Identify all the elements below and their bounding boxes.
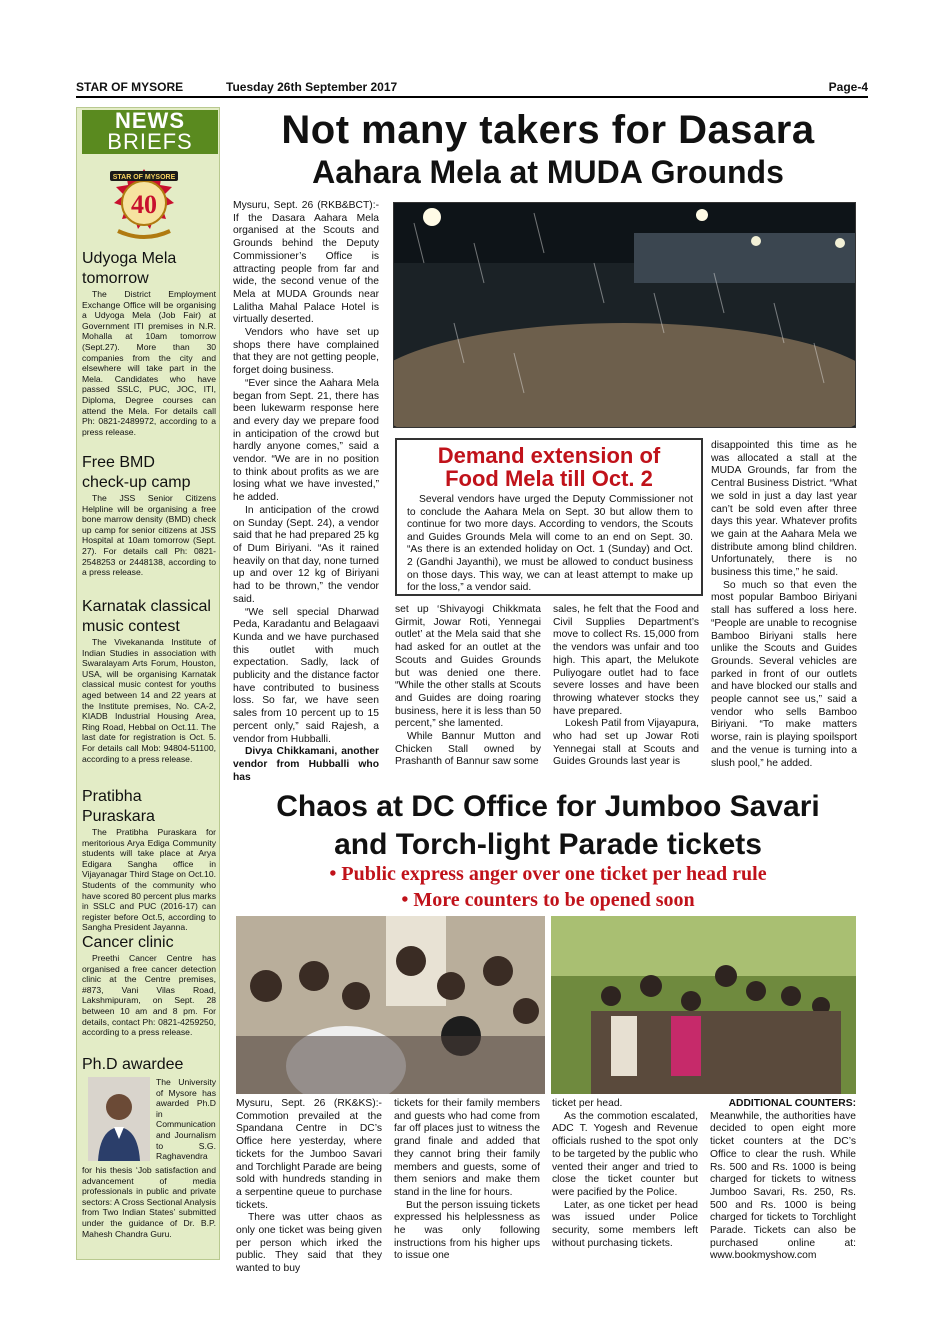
paragraph: Lokesh Patil from Vijayapura, who had set up Jowar Roti Yennegai stall at Scouts and Guides Grounds last year is [553, 718, 699, 768]
subsection-heading: ADDITIONAL COUNTERS: [728, 1098, 856, 1109]
brief-udyoga-mela [82, 249, 216, 437]
paragraph: sales, he felt that the Food and Civil Supplies Department’s move to collect Rs. 15,000 from the vendors was unfair and too high. This apart, the Melukote Puliyogare outlet had to face severe losses and have been throwing whatever stocks they have prepared. [553, 604, 699, 717]
sidebox-headline-line1: Demand extension of [437, 443, 661, 468]
brief-text-side: The University of Mysore has awarded Ph.D in Communication and Journalism to S.G. Raghavendra [156, 1077, 216, 1162]
paragraph: ticket per head. [552, 1098, 623, 1109]
rainy-mela-photo-icon [394, 203, 856, 428]
brief-heading: Cancer clinic [82, 934, 174, 951]
paragraph: tickets for their family members and guests who had come from far off places just to witness the grand finale and added that they cannot bring their family members and guests, some of them seniors and make them stand in the line for hours. [394, 1098, 540, 1198]
brief-music-contest [82, 597, 216, 764]
story1-sidebox [395, 438, 703, 596]
crowd-photo-icon [236, 916, 545, 1094]
page-number: Page-4 [828, 80, 868, 94]
brief-bmd-camp [82, 453, 216, 578]
news-briefs-title-bottom: BRIEFS [107, 129, 193, 154]
story2-column3 [552, 1098, 698, 1250]
brief-text: The District Employment Exchange Office will be organising a Udyoga Mela (Job Fair) at Government ITI premises in N.R. Mohalla at 10am tomorrow (Sept.27). More than 30 companies from the city and elsewhere will take part in the Mela. Candidates who have passed SSLC, PUC, JOC, ITI, Diploma, Degree courses can attend the Mela. For details call Ph: 0821-2489972, according to a press release. [82, 289, 216, 437]
paragraph: In anticipation of the crowd on Sunday (Sept. 24), a vendor said that he had prepared 25 kg of Dum Biriyani. “As it rained heavily on that day, none turned up and over 12 kg of Biriyani had to be thrown,” the vendor said. [233, 504, 379, 605]
brief-text: The Vivekananda Institute of Indian Studies in association with Swaralayam Arts Forum, Houston, USA, will be organising Karnatak classical music contest for youths aged between 14 and 22 years at the Institute premises, No. CA-2, KIADB Industrial Housing Area, Ring Road, Hebbal on Oct.11. The last date for registration is Oct. 5. For details call Mob: 94804-51100, according to a press release. [82, 637, 216, 764]
queue-photo-icon [551, 916, 856, 1094]
brief-heading: Karnatak classical music contest [82, 598, 211, 635]
story2-headline-line1: Chaos at DC Office for Jumboo Savari [276, 790, 820, 823]
paragraph: So much so that even the most popular Bamboo Biriyani stall has suffered a loss here. “People are unable to recognise Bamboo Biriyani stalls here unlike the Scouts and Guides Grounds. Several vehicles are parked in front of our outlets and have blocked our stalls and people cannot see us,” said a vendor who sells Bamboo Biriyani. “To make matters worse, rain is playing spoilsport and the venue is turning into a slush pool,” he added. [711, 579, 857, 769]
brief-heading: Free BMD check-up camp [82, 454, 191, 491]
paragraph: Vendors who have set up shops there have complained that they are not getting people, forget doing business. [233, 327, 379, 377]
paragraph: Divya Chikkamani, another vendor from Hubballi who has [233, 746, 379, 783]
issue-date: Tuesday 26th September 2017 [226, 80, 398, 94]
brief-text: for his thesis ‘Job satisfaction and advancement of media professionals in public and private sectors: A Cross Sectional Analysis from Two Indian States’ submitted under the guidance of Dr. B.P. Mahesh Chandra Guru. [82, 1165, 216, 1239]
rain-photo [393, 202, 856, 428]
brief-text: Preethi Cancer Centre has organised a free cancer detection clinic at the Centre premises, #873, Vani Vilas Road, Lakshmipuram, on Sept. 28 between 10 am and 8 pm. For details, contact Ph: 0821-4259250, according to a press release. [82, 953, 216, 1038]
paragraph: “Ever since the Aahara Mela began from Sept. 21, there has been lukewarm response here and every day we prepare food in anticipation of the crowd but hardly anyone comes,” said a vendor. “We are in no position to think about profits as we are losing what we have invested,” he added. [233, 377, 379, 504]
paragraph: But the person issuing tickets expressed his helplessness as he was only following instructions from his higher ups to issue one [394, 1199, 540, 1262]
story1-headline-line2: Aahara Mela at MUDA Grounds [312, 154, 784, 190]
queue-photo-dc-office [551, 916, 856, 1094]
brief-phd-awardee [82, 1055, 216, 1239]
paragraph: Mysuru, Sept. 26 (RKB&BCT):- If the Dasara Aahara Mela organised at the Scouts and Grounds behind the Deputy Commissioner’s Office is attracting people from far and wide, the second venue of the Mela at MUDA Grounds near Lalitha Mahal Palace Hotel is virtually deserted. [233, 200, 379, 326]
logo-banner-text: STAR OF MYSORE [112, 174, 176, 181]
story1-column4 [711, 440, 857, 770]
story2-column1 [236, 1098, 382, 1276]
paragraph: disappointed this time as he was allocated a stall at the MUDA Grounds, far from the Central Business District. “What we sold in just a day last year can’t be sold even after three days this year. Whatever profits we gain at the Aahara Mela we distribute among blind children. Unfortunately, there is no business this time,” he said. [711, 440, 857, 579]
masthead-rule [76, 96, 868, 98]
paragraph: There was utter chaos as only one ticket was being given per person which irked the public. They said that they wanted to buy [236, 1212, 382, 1275]
brief-heading: Pratibha Puraskara [82, 788, 155, 825]
sidebox-text: Several vendors have urged the Deputy Commissioner not to conclude the Aahara Mela on Sept. 30 but allow them to continue for two more days. According to vendors, the Scouts and Guides Grounds Mela will come to an end on Sept. 30. “As there is an extended holiday on Oct. 1 (Sunday) and Oct. 2 (Gandhi Jayanthi), we must be allowed to conduct business on those days. This way, we can at least attempt to make up for the loss,” a vendor said. [407, 494, 693, 594]
anniversary-logo-icon [96, 165, 192, 245]
story1-column3 [553, 604, 699, 769]
crowd-photo-dc-office [236, 916, 545, 1094]
paper-name: STAR OF MYSORE [76, 80, 184, 94]
brief-text: The JSS Senior Citizens Helpline will be organising a free bone marrow density (BMD) check up camp for senior citizens at JSS Hospital at 10am tomorrow (Sept. 27). For details call Ph: 0821-2548253 or 2448138, according to a press release. [82, 493, 216, 578]
story2-column4 [710, 1098, 856, 1263]
brief-cancer-clinic [82, 933, 216, 1038]
paragraph: As the commotion escalated, ADC T. Yogesh and Revenue officials rushed to the spot only to be targeted by the public who vented their anger and tried to close the ticket counter but were pacified by the Police. [552, 1110, 698, 1198]
person-portrait-icon [88, 1077, 150, 1161]
brief-pratibha-puraskara [82, 787, 216, 933]
paragraph: “We sell special Dharwad Peda, Karadantu and Belagaavi Kunda and we have purchased this outlet with much expectation. Sadly, lack of publicity and the distance factor have contributed to business loss. So far, we have seen sales from 10 percent up to 15 percent only,” said Rajesh, a vendor from Hubballi. [233, 606, 379, 745]
paragraph: Mysuru, Sept. 26 (RK&KS):- Commotion prevailed at the Spandana Centre in DC’s Office here yesterday, where tickets for the Jumboo Savari and Torchlight Parade are being sold with hundreds standing in a serpentine queue to purchase tickets. [236, 1098, 382, 1211]
story2-subhead1: • Public express anger over one ticket per head rule [329, 863, 767, 885]
paragraph: set up ‘Shivayogi Chikkmata Girmit, Jowar Roti, Yennegai outlet’ at the Mela said that she had asked for an outlet at the Scouts and Guides Grounds but was denied one there. “While the other stalls at Scouts and Guides are doing roaring business, here it is less than 50 percent,” she lamented. [395, 604, 541, 730]
paragraph: While Bannur Mutton and Chicken Stall owned by Prashanth of Bannur saw some [395, 731, 541, 768]
news-briefs-title-top: NEWS [115, 108, 185, 133]
sidebox-headline-line2: Food Mela till Oct. 2 [445, 466, 653, 491]
paragraph: Later, as one ticket per head was issued under Police security, some members left without purchasing tickets. [552, 1199, 698, 1249]
story1-column2 [395, 604, 541, 769]
awardee-photo [88, 1077, 150, 1161]
brief-text: The Pratibha Puraskara for meritorious Arya Ediga Community students will take place at Arya Edigara Sangha office in Vijayanagar Third Stage on Oct.10. Students of the community who have scored 80 percent plus marks in SSLC and PUC (2016-17) can register before Oct.5, according to Sangha President Jayanna. [82, 827, 216, 933]
story1-headline-line1: Not many takers for Dasara [281, 108, 815, 152]
news-briefs-title [82, 110, 218, 154]
story2-subhead2: • More counters to be opened soon [401, 889, 695, 911]
brief-heading: Ph.D awardee [82, 1056, 184, 1073]
logo-number: 40 [131, 190, 157, 219]
story1-column1 [233, 200, 379, 784]
brief-heading: Udyoga Mela tomorrow [82, 250, 177, 287]
paragraph: Meanwhile, the authorities have decided to open eight more ticket counters at the DC’s Office to clear the rush. While Rs. 500 and Rs. 1000 is being charged for tickets to witness Jumboo Savari, Rs. 250, Rs. 500 and Rs. 1000 is being charged for tickets to Torchlight Parade. Tickets can also be purchased online at: www.bookmyshow.com [710, 1110, 856, 1262]
story2-column2 [394, 1098, 540, 1263]
story2-headline-line2: and Torch-light Parade tickets [334, 828, 762, 861]
